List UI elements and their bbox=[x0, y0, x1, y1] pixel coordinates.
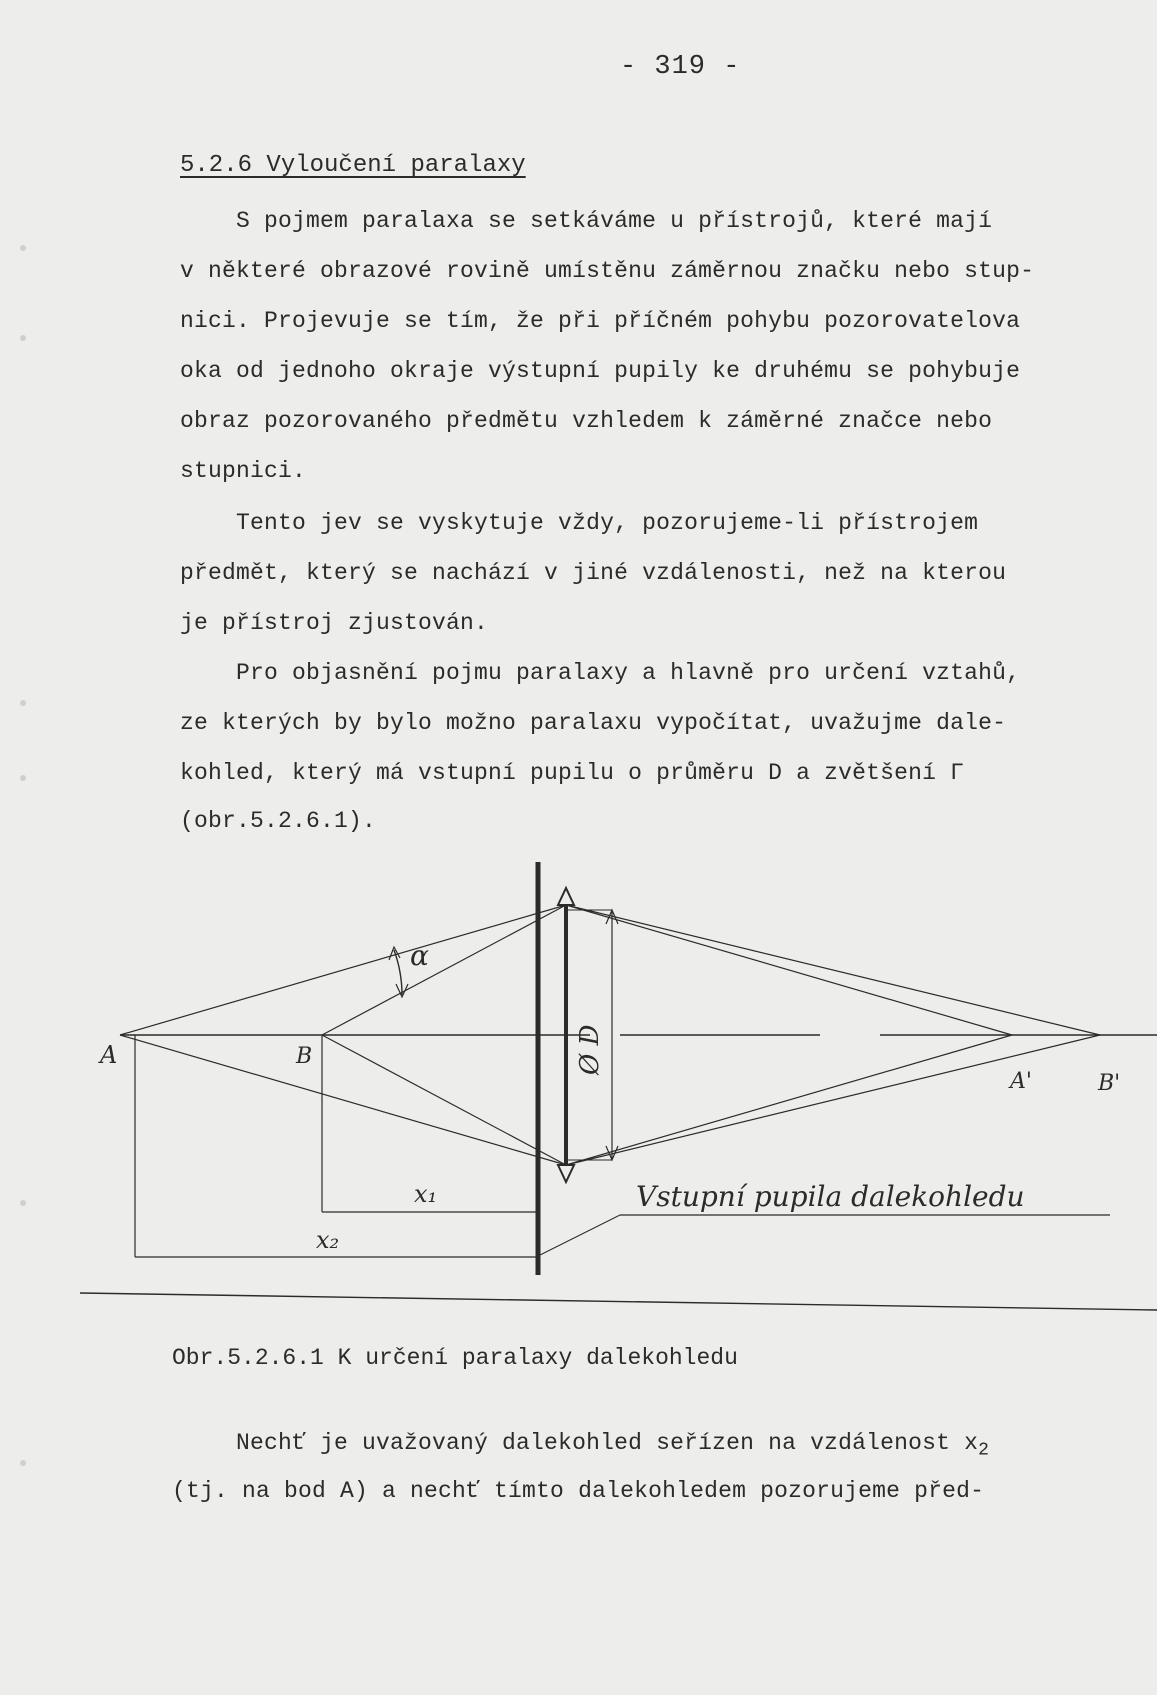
paragraph-3-line: kohled, který má vstupní pupilu o průměru D a zvětšení Γ bbox=[180, 760, 965, 786]
label-point-a: A bbox=[100, 1041, 118, 1069]
continuation-line bbox=[180, 1430, 989, 1461]
ray-a-bottom bbox=[120, 1035, 566, 1165]
continuation-line: (tj. na bod A) a nechť tímto dalekohledem pozorujeme před- bbox=[172, 1478, 985, 1504]
ray-image-b bbox=[566, 1035, 1100, 1165]
label-diameter: Ø D bbox=[575, 1024, 605, 1075]
punch-hole bbox=[20, 245, 26, 251]
continuation-text: Nechť je uvažovaný dalekohled seřízen na vzdálenost x bbox=[180, 1430, 979, 1456]
punch-hole bbox=[20, 700, 26, 706]
ray-b-top bbox=[322, 905, 566, 1035]
pupil-bottom-arrow bbox=[558, 1165, 574, 1182]
ray-image-b bbox=[566, 905, 1100, 1035]
label-angle-alpha: α bbox=[410, 939, 429, 972]
paragraph-2-line: je přístroj zjustován. bbox=[180, 610, 489, 636]
continuation-subscript: 2 bbox=[978, 1440, 990, 1461]
label-entrance-pupil: Vstupní pupila dalekohledu bbox=[636, 1180, 1025, 1213]
label-distance-x1: x₁ bbox=[414, 1180, 438, 1208]
paragraph-1-line: S pojmem paralaxa se setkáváme u přístrojů, které mají bbox=[180, 208, 993, 234]
page-number: - 319 - bbox=[620, 52, 741, 82]
punch-hole bbox=[20, 335, 26, 341]
parallax-diagram bbox=[0, 850, 1157, 1330]
paragraph-3-line: Pro objasnění pojmu paralaxy a hlavně pro určení vztahů, bbox=[180, 660, 1021, 686]
ray-b-bottom bbox=[322, 1035, 566, 1165]
section-heading: 5.2.6 Vyloučení paralaxy bbox=[180, 152, 526, 179]
punch-hole bbox=[20, 775, 26, 781]
pupil-top-arrow bbox=[558, 888, 574, 905]
figure-rule bbox=[80, 1293, 1157, 1310]
figure-caption: Obr.5.2.6.1 K určení paralaxy dalekohledu bbox=[172, 1345, 738, 1371]
ray-a-top bbox=[120, 905, 566, 1035]
paragraph-3-line: ze kterých by bylo možno paralaxu vypočítat, uvažujme dale- bbox=[180, 710, 1007, 736]
ray-image-a bbox=[566, 905, 1012, 1035]
ray-image-a bbox=[566, 1035, 1012, 1165]
paragraph-1-line: oka od jednoho okraje výstupní pupily ke druhému se pohybuje bbox=[180, 358, 1021, 384]
paragraph-1-line: v některé obrazové rovině umístěnu záměrnou značku nebo stup- bbox=[180, 258, 1035, 284]
paragraph-1-line: stupnici. bbox=[180, 458, 307, 484]
paragraph-1-line: obraz pozorovaného předmětu vzhledem k záměrné značce nebo bbox=[180, 408, 993, 434]
label-distance-x2: x₂ bbox=[316, 1226, 340, 1254]
pupil-leader-line bbox=[540, 1215, 620, 1255]
label-image-b: B' bbox=[1098, 1071, 1121, 1096]
label-point-b: B bbox=[296, 1044, 313, 1069]
label-image-a: A' bbox=[1010, 1069, 1032, 1094]
paragraph-1-line: nici. Projevuje se tím, že při příčném pohybu pozorovatelova bbox=[180, 308, 1021, 334]
paragraph-3-line: (obr.5.2.6.1). bbox=[180, 808, 377, 834]
paragraph-2-line: předmět, který se nachází v jiné vzdálenosti, než na kterou bbox=[180, 560, 1007, 586]
punch-hole bbox=[20, 1460, 26, 1466]
paragraph-2-line: Tento jev se vyskytuje vždy, pozorujeme-li přístrojem bbox=[180, 510, 979, 536]
